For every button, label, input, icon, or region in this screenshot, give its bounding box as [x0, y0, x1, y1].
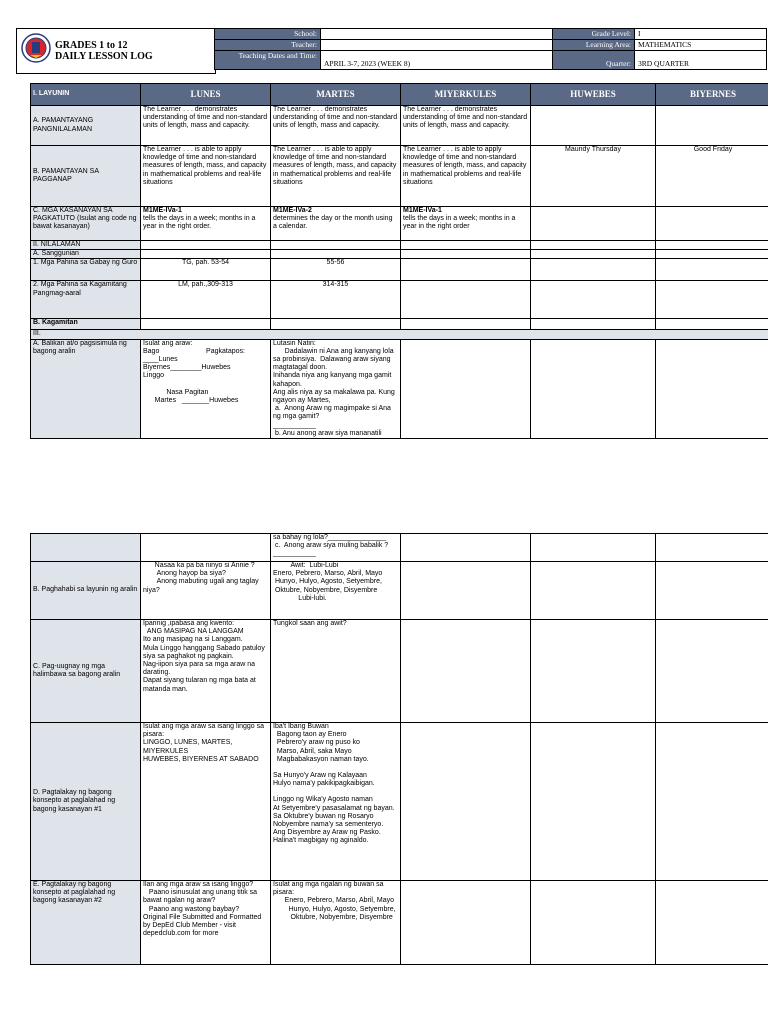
header-title-box [16, 28, 216, 74]
cell-line: ____Lunes [143, 356, 178, 364]
deped-seal-icon [21, 33, 51, 63]
cell-line: Nag-iipon siya para sa mga araw na darating. [143, 661, 258, 677]
cell-a-fri[interactable] [656, 106, 768, 146]
dll-title: DAILY LESSON LOG [55, 51, 153, 62]
cell-line: ANG MASIPAG NA LANGGAM [143, 628, 244, 636]
col-lunes: LUNES [141, 84, 271, 106]
code-c-wed: M1ME-IVa-1 [403, 207, 442, 214]
text-c-wed: tells the days in a week; months in a year in the right order [403, 215, 516, 231]
cell-line: Bago Pagkatapos: [143, 347, 245, 355]
row-label-c: C. MGA KASANAYAN SA PAGKATUTO (Isulat ang code ng bawat kasanayan) [31, 207, 141, 241]
cell-a-tue[interactable]: The Learner . . . demonstrates understanding of time and non-standard units of length, mass and capacity. [271, 106, 401, 146]
cell-pagtalakay2-mon[interactable] [141, 881, 271, 965]
cell-line: Magbabakasyon naman tayo. [273, 755, 369, 763]
cell-b-mon[interactable]: The Learner . . . is able to apply knowledge of time and non-standard measures of length, mass, and capacity in mathematical problems and real-life situations [141, 146, 271, 207]
row-label-gabay: 1. Mga Pahina sa Gabay ng Guro [31, 259, 141, 281]
col-martes: MARTES [271, 84, 401, 106]
cell-cont-mon[interactable] [141, 534, 271, 562]
dll-title-grades: GRADES 1 to 12 [55, 40, 128, 51]
cell-line: c. Anong araw siya muling babalik ? [273, 542, 389, 550]
row-label-balikan: A. Balikan at/o pagsisimula ng bagong aralin [31, 339, 141, 438]
cell-line: Enero, Pebrero, Marso, Abril, Mayo [273, 897, 394, 905]
cell-kagamitang-tue[interactable]: 314-315 [271, 281, 401, 319]
cell-line: HUWEBES, BIYERNES AT SABADO [143, 755, 259, 763]
quarter-label: Quarter: [553, 51, 635, 70]
cell-b-wed[interactable]: The Learner . . . is able to apply knowledge of time and non-standard measures of length, mass, and capacity in mathematical problems and real-life situations [401, 146, 531, 207]
cell-line: Oktubre, Nobyembre, Disyembre [273, 913, 393, 921]
area-value[interactable]: MATHEMATICS [635, 40, 767, 51]
cell-b-fri[interactable]: Good Friday [656, 146, 768, 207]
row-label-paghahabi: B. Paghahabi sa layunin ng aralin [31, 562, 141, 620]
cell-line: Hunyo, Hulyo, Agosto, Setyembre, [273, 578, 382, 586]
text-c-mon: tells the days in a week; months in a year in the right order. [143, 215, 256, 231]
row-label-kagamitang: 2. Mga Pahina sa Kagamitang Pangmag-aaral [31, 281, 141, 319]
cell-line: Lutasin Natin: [273, 339, 316, 347]
grade-value[interactable]: I [635, 29, 767, 40]
cell-pagtalakay1-mon[interactable] [141, 723, 271, 881]
cell-line: Linggo ng Wika'y Agosto naman [273, 796, 373, 804]
cell-line: sa bahay ng lola?_______________ [273, 534, 387, 541]
cell-gabay-tue[interactable]: 55-56 [271, 259, 401, 281]
cell-line: ___________ [273, 421, 316, 429]
cell-gabay-mon[interactable]: TG, pah. 53-54 [141, 259, 271, 281]
cell-c-wed[interactable] [401, 207, 531, 241]
cell-line: Isulat ang mga ngalan ng buwan sa pisara: [273, 881, 386, 897]
cell-line: At Setyembre'y pasasalamat ng bayan. [273, 804, 395, 812]
school-label: School: [215, 29, 321, 40]
grade-label: Grade Level: [553, 29, 635, 40]
cell-line: Sa Hunyo'y Araw ng Kalayaan [273, 772, 367, 780]
cell-paguugnay-tue[interactable] [271, 620, 401, 723]
cell-c-tue[interactable] [271, 207, 401, 241]
cell-line: a. Anong Araw ng magimpake si Ana ng mga gamit? [273, 405, 393, 421]
cell-line: Tungkol saan ang awit? [273, 620, 347, 627]
cell-line: Iba't Ibang Buwan [273, 723, 329, 730]
cell-line: Pebrero'y araw ng puso ko [273, 739, 360, 747]
cell-line: Biyernes________Huwebes [143, 364, 231, 372]
cell-c-thu[interactable] [531, 207, 656, 241]
cell-line: ___________ [273, 550, 316, 558]
cell-line: Linggo [143, 372, 165, 380]
lesson-table-page2 [30, 533, 768, 965]
section-iii: III. [31, 330, 768, 339]
cell-line: Anong mabuting ugali ang taglay niya? [143, 578, 261, 594]
cell-c-fri[interactable] [656, 207, 768, 241]
cell-line: Hulyo nama'y pakikipagkaibigan. [273, 780, 375, 788]
cell-balikan-tue[interactable] [271, 339, 401, 438]
cell-line: LINGGO, LUNES, MARTES, MIYERKULES [143, 739, 235, 755]
row-label-pagtalakay2: E. Pagtalakay ng bagong konsepto at paglalahad ng bagong kasanayan #2 [31, 881, 141, 965]
lesson-table-page1 [30, 83, 768, 439]
text-c-tue: determines the day or the month using a calendar. [273, 215, 393, 231]
cell-b-tue[interactable]: The Learner . . . is able to apply knowledge of time and non-standard measures of length, mass, and capacity in mathematical problems and real-life situations [271, 146, 401, 207]
cell-line: Martes _______Huwebes [143, 396, 239, 404]
cell-line: Nasaa ka pa ba ninyo si Annie ? [143, 562, 255, 569]
cell-c-mon[interactable] [141, 207, 271, 241]
code-c-mon: M1ME-IVa-1 [143, 207, 182, 214]
section-sanggunian: A. Sanggunian [31, 250, 141, 259]
section-nilalaman: II. NILALAMAN [31, 241, 141, 250]
cell-line: Mula Linggo hanggang Sabado patuloy siya sa paghakot ng pagkain. [143, 644, 267, 660]
col-miyerkules: MIYERKULES [401, 84, 531, 106]
cell-line: Oktubre, Nobyembre, Disyembre [273, 586, 378, 594]
cell-line: Ang alis niya ay sa makalawa pa. Kung ngayon ay Martes, [273, 388, 397, 405]
cell-line: b. Anu anong araw siya mananatili [273, 429, 382, 437]
cell-line: Original File Submitted and Formatted by DepEd Club Member - visit depedclub.com for more [143, 913, 264, 938]
cell-a-wed[interactable]: The Learner . . . demonstrates understanding of time and non-standard units of length, mass and capacity. [401, 106, 531, 146]
cell-paguugnay-mon[interactable] [141, 620, 271, 723]
dates-label: Teaching Dates and Time: [215, 51, 321, 70]
cell-line: Dapat siyang tularan ng mga bata at matanda man. [143, 677, 258, 693]
cell-pagtalakay1-tue[interactable] [271, 723, 401, 881]
cell-line: Inihanda niya ang kanyang mga gamit kahapon. [273, 372, 394, 388]
col-biyernes: BIYERNES [656, 84, 768, 106]
cell-line: Nobyembre nama'y sa sementeryo. [273, 821, 384, 829]
cell-line: Dadalawin ni Ana ang kanyang lola sa probinsiya. Dalawang araw siyang magtatagal doon. [273, 347, 396, 372]
cell-line: Nasa Pagitan [143, 388, 209, 396]
row-label-b: B. PAMANTAYAN SA PAGGANAP [31, 146, 141, 207]
cell-pagtalakay2-tue[interactable] [271, 881, 401, 965]
cell-line: Ilan ang mga araw sa isang linggo? [143, 881, 254, 888]
cell-line: Awit: Lubi-Lubi [273, 562, 339, 569]
teacher-label: Teacher: [215, 40, 321, 51]
quarter-value[interactable]: 3RD QUARTER [635, 51, 767, 70]
cell-line: Marso, Abril, saka Mayo [273, 747, 352, 755]
cell-line [273, 764, 398, 772]
code-c-tue: M1ME-IVa-2 [273, 207, 312, 214]
cell-kagamitang-mon[interactable]: LM, pah.,309-313 [141, 281, 271, 319]
cell-b-thu[interactable]: Maundy Thursday [531, 146, 656, 207]
dates-value[interactable]: APRIL 3-7, 2023 (WEEK 8) [321, 51, 553, 70]
teacher-value[interactable] [321, 40, 553, 51]
school-value[interactable] [321, 29, 553, 40]
cell-line: Lubi-lubi. [273, 594, 327, 602]
cell-line: Isulat ang mga araw sa isang linggo sa pisara: [143, 723, 266, 739]
cell-a-thu[interactable] [531, 106, 656, 146]
cell-line: Isulat ang araw: [143, 339, 193, 347]
cell-cont-tue[interactable] [271, 534, 401, 562]
header-info-table [214, 28, 767, 70]
cell-balikan-mon[interactable] [141, 339, 271, 438]
row-label-paguugnay: C. Pag-uugnay ng mga halimbawa sa bagong aralin [31, 620, 141, 723]
cell-line: Paano isinusulat ang unang titik sa bawat ngalan ng araw? [143, 889, 259, 905]
cell-a-mon[interactable]: The Learner . . . demonstrates understanding of time and non-standard units of length, mass and capacity. [141, 106, 271, 146]
row-label-a: A. PAMANTAYANG PANGNILALAMAN [31, 106, 141, 146]
cell-paghahabi-mon[interactable] [141, 562, 271, 620]
cell-line: Anong hayop ba siya? [143, 570, 226, 578]
cell-line: Paano ang wastong baybay? [143, 905, 240, 913]
cell-line [143, 381, 268, 389]
cell-line: Ito ang masipag na si Langgam. [143, 636, 243, 644]
cell-paghahabi-tue[interactable] [271, 562, 401, 620]
col-layunin: I. LAYUNIN [31, 84, 141, 106]
cell-line: Ang Disyembre ay Araw ng Pasko. [273, 829, 381, 837]
cell-line: Hunyo, Hulyo, Agosto, Setyembre, [273, 905, 396, 913]
cell-line: Iparinig ,ipabasa ang kwento: [143, 620, 235, 627]
cell-line [273, 788, 398, 796]
col-huwebes: HUWEBES [531, 84, 656, 106]
cell-line: Bagong taon ay Enero [273, 731, 347, 739]
area-label: Learning Area: [553, 40, 635, 51]
row-label-blank [31, 534, 141, 562]
cell-line: Halina't magbigay ng aginaldo. [273, 837, 369, 845]
section-kagamitan: B. Kagamitan [31, 319, 141, 330]
cell-line: Sa Oktubre'y buwan ng Rosaryo [273, 812, 374, 820]
row-label-pagtalakay1: D. Pagtalakay ng bagong konsepto at paglalahad ng bagong kasanayan #1 [31, 723, 141, 881]
cell-line: Enero, Pebrero, Marso, Abril, Mayo [273, 570, 383, 578]
